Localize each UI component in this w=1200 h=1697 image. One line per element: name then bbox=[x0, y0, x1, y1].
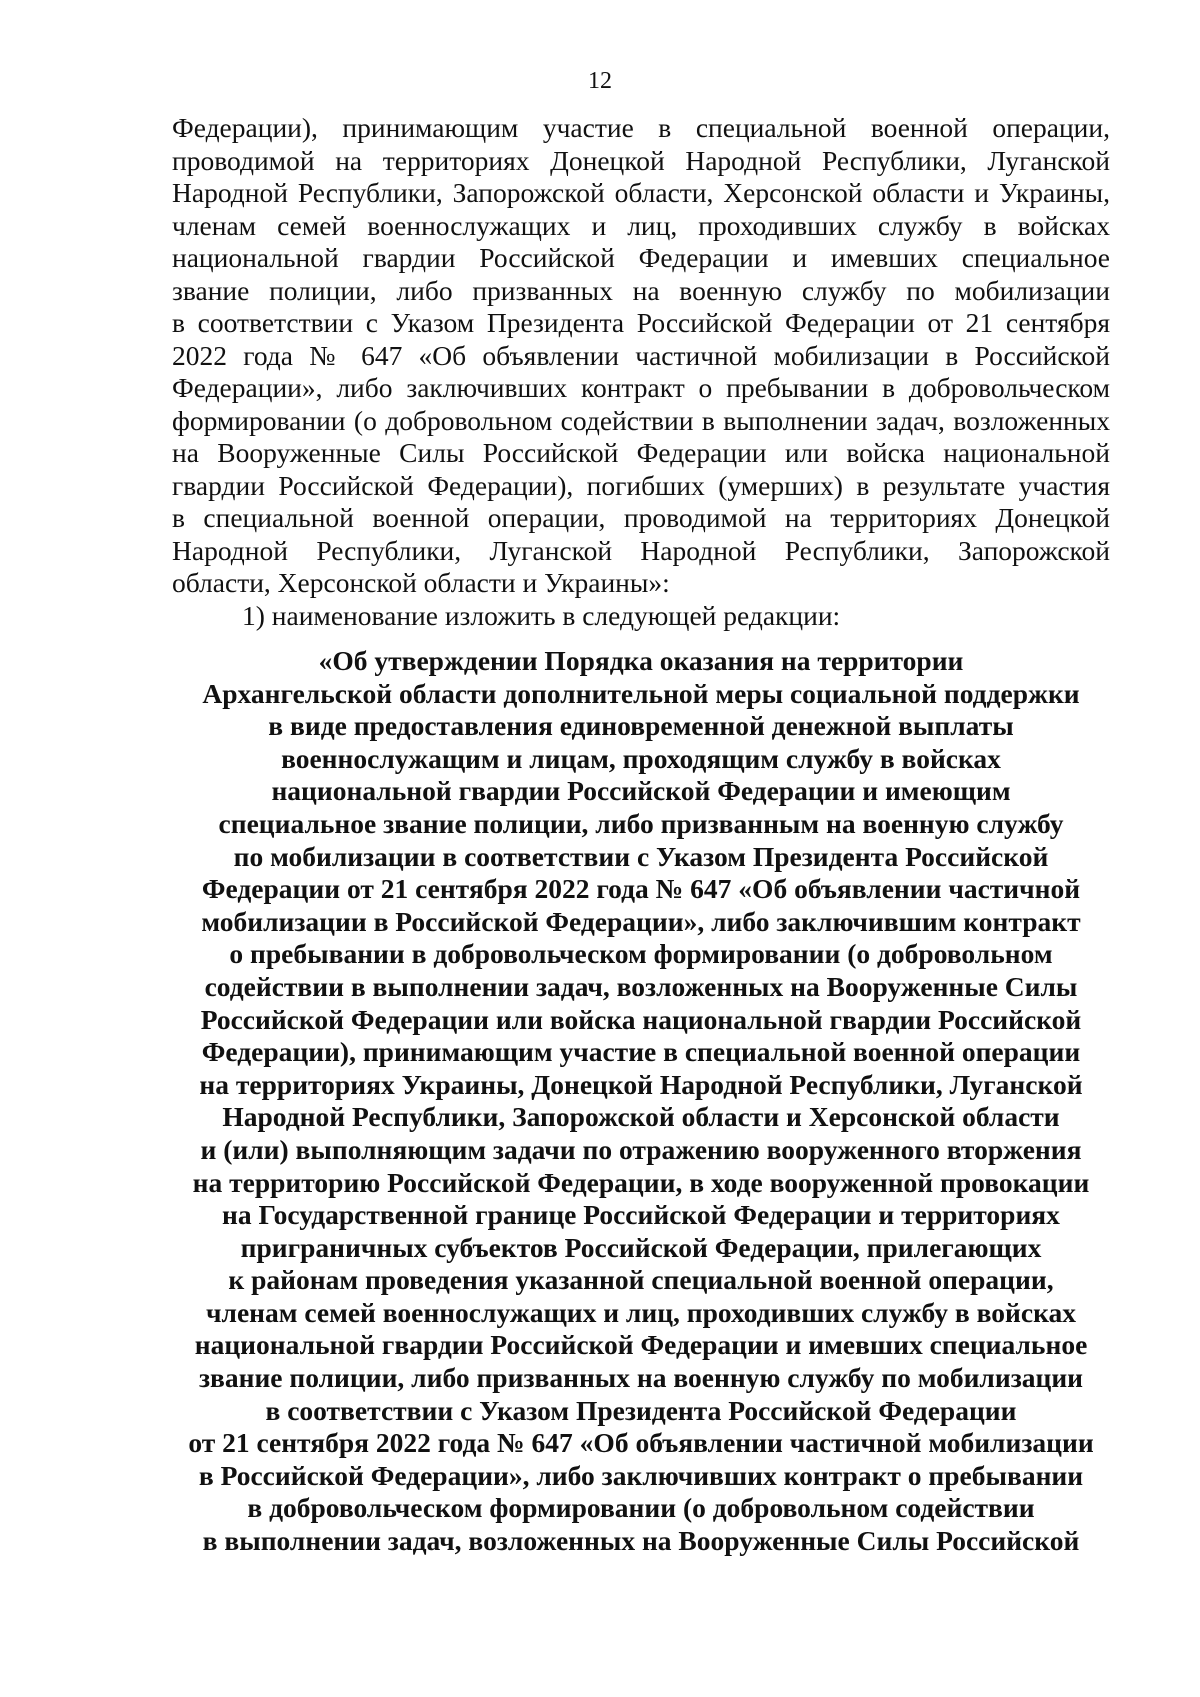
title-line: содействии в выполнении задач, возложенных на Вооруженные Силы bbox=[204, 970, 1078, 1002]
title-line: «Об утверждении Порядка оказания на территории bbox=[318, 645, 964, 676]
paragraph-last-line: области, Херсонской области и Украины»: bbox=[172, 567, 670, 598]
page-number: 12 bbox=[588, 68, 612, 94]
title-line: на территориях Украины, Донецкой Народной Республики, Луганской bbox=[199, 1068, 1083, 1100]
title-line: о пребывании в добровольческом формировании (о добровольном bbox=[229, 938, 1053, 970]
title-line: на Государственной границе Российской Федерации и территориях bbox=[222, 1199, 1060, 1231]
paragraph-line: на Вооруженные Силы Российской Федерации или войска национальной bbox=[172, 437, 1110, 468]
paragraph-line: 2022 года № 647 «Об объявлении частичной мобилизации в Российской bbox=[172, 339, 1110, 371]
title-line: военнослужащим и лицам, проходящим службу в войсках bbox=[281, 742, 1001, 774]
title-line: к районам проведения указанной специальной военной операции, bbox=[228, 1264, 1054, 1296]
paragraph-line: Народной Республики, Луганской Народной Республики, Запорожской bbox=[172, 534, 1110, 566]
title-line: Российской Федерации или войска национальной гвардии Российской bbox=[200, 1003, 1082, 1035]
title-line: и (или) выполняющим задачи по отражению вооруженного вторжения bbox=[200, 1133, 1082, 1165]
paragraph-continuation bbox=[172, 112, 1110, 632]
paragraph-line: национальной гвардии Российской Федерации и имевших специальное bbox=[172, 242, 1110, 273]
title-line: звание полиции, либо призванных на военную службу по мобилизации bbox=[198, 1362, 1084, 1394]
paragraph-line: формировании (о добровольном содействии в выполнении задач, возложенных bbox=[172, 404, 1110, 436]
paragraph-line: в специальной военной операции, проводимой на территориях Донецкой bbox=[172, 502, 1110, 533]
title-line: в виде предоставления единовременной денежной выплаты bbox=[268, 710, 1014, 742]
paragraph-line: Федерации», либо заключивших контракт о пребывании в добровольческом bbox=[172, 372, 1110, 403]
title-line: Архангельской области дополнительной меры социальной поддержки bbox=[202, 677, 1080, 709]
paragraph-line: Народной Республики, Запорожской области, Херсонской области и Украины, bbox=[172, 177, 1110, 208]
title-line: членам семей военнослужащих и лиц, проходивших службу в войсках bbox=[206, 1296, 1076, 1328]
paragraph-line: звание полиции, либо призванных на военную службу по мобилизации bbox=[172, 274, 1110, 306]
title-line: приграничных субъектов Российской Федерации, прилегающих bbox=[240, 1231, 1042, 1263]
title-line: национальной гвардии Российской Федерации и имевших специальное bbox=[194, 1329, 1088, 1361]
title-line: Народной Республики, Запорожской области и Херсонской области bbox=[222, 1101, 1060, 1133]
title-line: в соответствии с Указом Президента Российской Федерации bbox=[265, 1394, 1017, 1426]
title-line: специальное звание полиции, либо призванным на военную службу bbox=[218, 807, 1064, 839]
list-item-1: 1) наименование изложить в следующей редакции: bbox=[242, 599, 841, 631]
title-line: от 21 сентября 2022 года № 647 «Об объявлении частичной мобилизации bbox=[188, 1427, 1094, 1459]
paragraph-line: гвардии Российской Федерации), погибших (умерших) в результате участия bbox=[172, 469, 1110, 501]
title-line: в выполнении задач, возложенных на Вооруженные Силы Российской bbox=[202, 1525, 1080, 1557]
paragraph-line: в соответствии с Указом Президента Российской Федерации от 21 сентября bbox=[172, 307, 1110, 338]
title-line: национальной гвардии Российской Федерации и имеющим bbox=[271, 775, 1011, 807]
title-line: Федерации от 21 сентября 2022 года № 647 «Об объявлении частичной bbox=[201, 873, 1081, 905]
paragraph-line: членам семей военнослужащих и лиц, проходивших службу в войсках bbox=[172, 209, 1110, 241]
title-line: мобилизации в Российской Федерации», либо заключившим контракт bbox=[201, 905, 1081, 937]
paragraph-line: проводимой на территориях Донецкой Народной Республики, Луганской bbox=[172, 144, 1110, 176]
title-line: Федерации), принимающим участие в специальной военной операции bbox=[201, 1036, 1081, 1068]
title-line: на территорию Российской Федерации, в ходе вооруженной провокации bbox=[192, 1166, 1090, 1198]
document-title-quote bbox=[172, 645, 1110, 1558]
paragraph-line: Федерации), принимающим участие в специальной военной операции, bbox=[172, 112, 1110, 143]
title-line: в добровольческом формировании (о добровольном содействии bbox=[247, 1492, 1035, 1524]
title-line: по мобилизации в соответствии с Указом Президента Российской bbox=[233, 840, 1049, 872]
title-line: в Российской Федерации», либо заключивших контракт о пребывании bbox=[198, 1459, 1084, 1491]
